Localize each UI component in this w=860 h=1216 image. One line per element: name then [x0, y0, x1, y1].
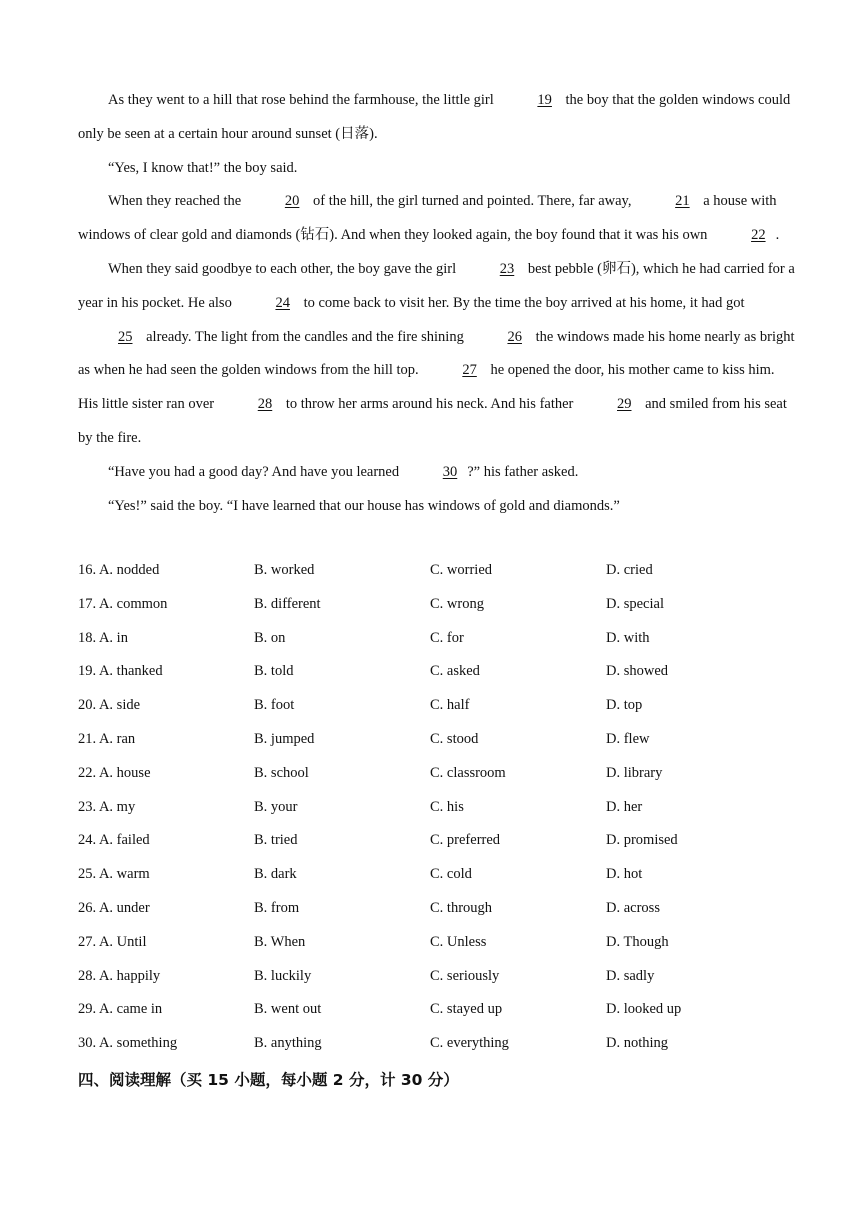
option-b: B. luckily — [254, 967, 312, 984]
question-row-27 — [78, 929, 798, 963]
text: the boy that the golden windows could only be seen at a certain hour around sunset (日落). — [78, 92, 791, 142]
option-b: B. from — [254, 899, 300, 916]
blank-24: 24 — [275, 294, 290, 311]
text: to come back to visit her. By the time the boy arrived at his home, it had got — [299, 294, 745, 311]
option-d: D. library — [606, 764, 663, 781]
question-row-25 — [78, 861, 798, 895]
question-row-18 — [78, 625, 798, 659]
paragraph-5 — [78, 456, 798, 490]
option-a: 26. A. under — [78, 899, 150, 916]
question-row-29 — [78, 996, 798, 1030]
option-b: B. on — [254, 629, 286, 646]
question-row-23 — [78, 794, 798, 828]
question-row-26 — [78, 895, 798, 929]
option-a: 19. A. thanked — [78, 663, 163, 680]
text: already. The light from the candles and the fire shining — [142, 328, 468, 345]
option-d: D. showed — [606, 663, 669, 680]
text: the windows made his home nearly as bright as when he had seen the golden windows from the hill top. — [78, 328, 795, 379]
option-d: D. looked up — [606, 1001, 682, 1018]
option-a: 17. A. common — [78, 595, 168, 612]
blank-26: 26 — [507, 328, 522, 345]
option-d: D. hot — [606, 866, 643, 883]
paragraph-6: “Yes!” said the boy. “I have learned that our house has windows of gold and diamonds.” — [108, 497, 620, 514]
text: to throw her arms around his neck. And his father — [282, 396, 577, 413]
blank-30: 30 — [442, 463, 458, 480]
blank-27: 27 — [462, 362, 477, 379]
option-d: D. Though — [606, 933, 669, 950]
option-c: C. everything — [430, 1035, 509, 1052]
option-d: D. her — [606, 798, 643, 815]
option-b: B. jumped — [254, 730, 315, 747]
question-row-16 — [78, 557, 798, 591]
question-row-17 — [78, 591, 798, 625]
paragraph-2: “Yes, I know that!” the boy said. — [108, 159, 298, 176]
option-a: 20. A. side — [78, 697, 141, 714]
option-b: B. your — [254, 798, 298, 815]
option-c: C. asked — [430, 663, 480, 680]
option-a: 30. A. something — [78, 1035, 178, 1052]
option-a: 28. A. happily — [78, 967, 161, 984]
question-row-24 — [78, 827, 798, 861]
blank-23: 23 — [499, 260, 515, 277]
option-c: C. through — [430, 899, 493, 916]
option-b: B. worked — [254, 562, 315, 578]
paragraph-1 — [78, 84, 798, 152]
option-d: D. across — [606, 899, 660, 916]
option-a: 29. A. came in — [78, 1001, 163, 1018]
text: . — [775, 227, 780, 244]
option-a: 24. A. failed — [78, 832, 150, 849]
option-a: 23. A. my — [78, 798, 136, 815]
option-d: D. flew — [606, 730, 650, 747]
option-c: C. wrong — [430, 595, 484, 612]
option-c: C. classroom — [430, 764, 506, 781]
section-heading: 四、阅读理解（买 15 小题，每小题 2 分，计 30 分） — [78, 1071, 459, 1089]
option-b: B. school — [254, 764, 309, 781]
option-a: 25. A. warm — [78, 866, 150, 883]
option-c: C. worried — [430, 562, 493, 578]
option-d: D. with — [606, 629, 650, 646]
blank-28: 28 — [257, 396, 273, 413]
option-c: C. cold — [430, 866, 472, 883]
blank-19: 19 — [537, 92, 552, 108]
question-row-22 — [78, 760, 798, 794]
option-a: 16. A. nodded — [78, 562, 160, 578]
text: When they said goodbye to each other, the boy gave the girl — [108, 260, 460, 277]
option-b: B. told — [254, 663, 294, 680]
option-b: B. foot — [254, 697, 295, 714]
option-a: 18. A. in — [78, 629, 128, 646]
question-row-30 — [78, 1030, 798, 1064]
answer-options — [78, 557, 798, 1064]
text: When they reached the — [108, 193, 245, 210]
option-b: B. tried — [254, 832, 298, 849]
question-row-21 — [78, 726, 798, 760]
text: ?” his father asked. — [467, 463, 579, 480]
blank-22: 22 — [751, 227, 766, 244]
option-c: C. for — [430, 629, 464, 646]
blank-21: 21 — [675, 193, 690, 210]
question-row-20 — [78, 692, 798, 726]
option-c: C. seriously — [430, 967, 500, 984]
blank-29: 29 — [617, 396, 632, 413]
option-a: 27. A. Until — [78, 933, 147, 950]
text: and smiled from his seat by the fire. — [78, 396, 787, 446]
blank-25: 25 — [118, 328, 133, 345]
text: he opened the door, his mother came to kiss him. His little sister ran over — [78, 362, 775, 413]
option-c: C. Unless — [430, 933, 487, 950]
cloze-passage — [78, 84, 798, 523]
option-b: B. anything — [254, 1035, 322, 1052]
text: of the hill, the girl turned and pointed. There, far away, — [309, 193, 636, 210]
paragraph-4 — [78, 253, 798, 456]
option-a: 22. A. house — [78, 764, 151, 781]
question-row-28 — [78, 963, 798, 997]
blank-20: 20 — [284, 193, 300, 210]
option-c: C. his — [430, 798, 464, 815]
option-b: B. went out — [254, 1001, 322, 1018]
option-c: C. preferred — [430, 832, 501, 849]
question-row-19 — [78, 658, 798, 692]
text: “Have you had a good day? And have you learned — [108, 463, 403, 480]
option-d: D. top — [606, 697, 643, 714]
option-b: B. different — [254, 595, 321, 612]
option-d: D. sadly — [606, 967, 655, 984]
text: best pebble (卵石), which he had carried for a year in his pocket. He also — [78, 260, 795, 311]
option-b: B. dark — [254, 866, 297, 883]
option-d: D. promised — [606, 832, 678, 849]
option-d: D. special — [606, 595, 664, 612]
option-c: C. half — [430, 697, 470, 714]
option-b: B. When — [254, 933, 306, 950]
option-a: 21. A. ran — [78, 730, 136, 747]
option-d: D. nothing — [606, 1035, 669, 1052]
text: As they went to a hill that rose behind the farmhouse, the little girl — [108, 92, 498, 108]
option-c: C. stayed up — [430, 1001, 503, 1018]
paragraph-3 — [78, 185, 798, 253]
text: a house with windows of clear gold and diamonds (钻石). And when they looked again, the boy found that it was his own — [78, 193, 777, 244]
option-d: D. cried — [606, 562, 653, 578]
option-c: C. stood — [430, 730, 479, 747]
